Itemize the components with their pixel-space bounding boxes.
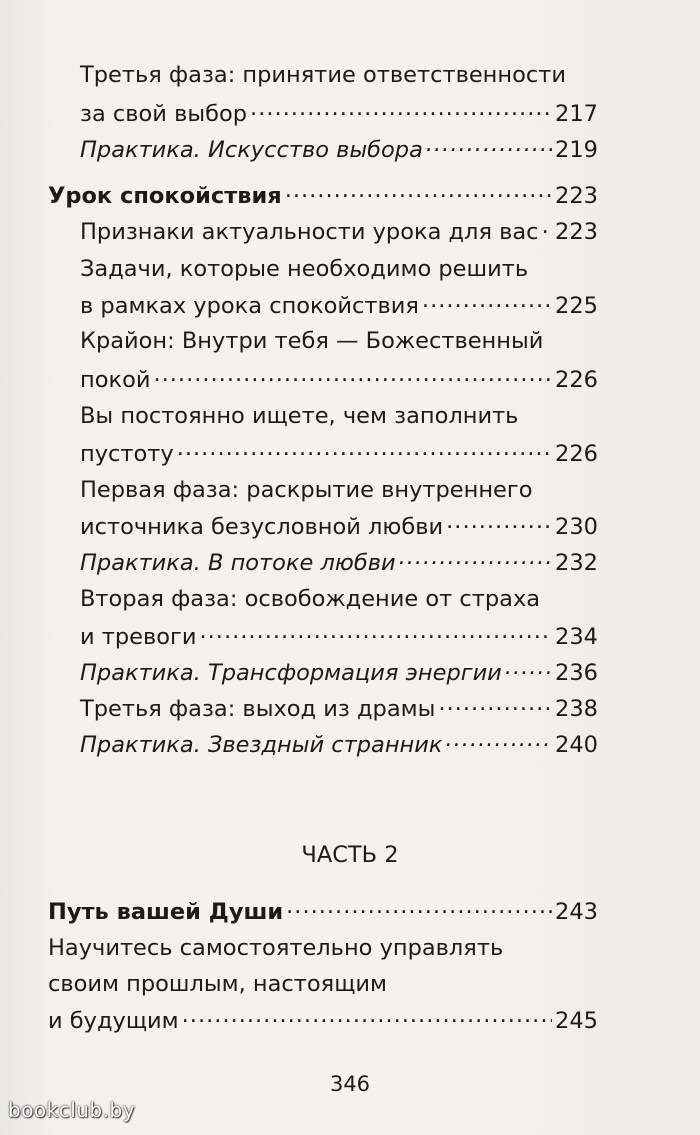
toc-page-number: 245 — [555, 1007, 598, 1034]
toc-entry-title: покой — [80, 366, 151, 393]
leader-dots — [446, 511, 552, 534]
toc-entry-title: Практика. Трансформация энергии — [80, 659, 502, 686]
leader-dots — [250, 98, 552, 121]
toc-entry[interactable] — [80, 657, 598, 688]
toc-chapter-title: Путь вашей Души — [48, 898, 284, 925]
leader-dots — [422, 290, 552, 313]
toc-entry-line: Вторая фаза: освобождение от страха — [80, 586, 541, 612]
leader-dots — [182, 1005, 552, 1028]
toc-chapter-title: Урок спокойствия — [48, 182, 282, 209]
toc-entry-line: Задачи, которые необходимо решить — [80, 256, 529, 282]
toc-page-number: 234 — [555, 623, 598, 650]
toc-entry[interactable] — [80, 290, 598, 321]
watermark-logo: bookclub.by — [8, 1098, 136, 1122]
toc-chapter[interactable] — [48, 180, 598, 211]
toc-entry-line: Третья фаза: принятие ответственности — [80, 62, 566, 88]
toc-entry-title: Практика. Искусство выбора — [80, 136, 423, 163]
leader-dots — [445, 729, 552, 752]
toc-entry-line: своим прошлым, настоящим — [48, 971, 387, 997]
toc-entry-title: Третья фаза: выход из драмы — [80, 695, 436, 722]
toc-page-number: 217 — [555, 100, 598, 127]
toc-entry[interactable] — [80, 216, 598, 247]
page-number: 346 — [329, 1072, 371, 1096]
toc-entry[interactable] — [80, 438, 598, 469]
toc-page-number: 219 — [555, 136, 598, 163]
toc-entry-line: Крайон: Внутри тебя — Божественный — [80, 328, 544, 354]
toc-entry-line: Первая фаза: раскрытие внутреннего — [80, 477, 533, 503]
toc-entry-title: и тревоги — [80, 623, 197, 650]
toc-entry-line: Научитесь самостоятельно управлять — [48, 935, 504, 961]
leader-dots — [399, 547, 552, 570]
toc-page-number: 225 — [555, 292, 598, 319]
toc-entry-title: Практика. Звездный странник — [80, 731, 443, 758]
toc-page-number: 240 — [555, 731, 598, 758]
toc-entry[interactable] — [80, 547, 598, 578]
toc-entry[interactable] — [80, 511, 598, 542]
toc-entry[interactable] — [80, 134, 598, 165]
toc-page-number: 223 — [555, 218, 598, 245]
toc-entry-title: в рамках урока спокойствия — [80, 292, 419, 319]
leader-dots — [177, 438, 552, 461]
toc-entry-title: Практика. В потоке любви — [80, 549, 396, 576]
toc-page-number: 226 — [555, 366, 598, 393]
toc-entry-title: за свой выбор — [80, 100, 248, 127]
leader-dots — [505, 657, 552, 680]
toc-page-number: 243 — [555, 898, 598, 925]
leader-dots — [542, 216, 552, 239]
toc-chapter[interactable] — [48, 896, 598, 927]
toc-page-number: 223 — [555, 182, 598, 209]
toc-entry-title: Признаки актуальности урока для вас — [80, 218, 539, 245]
toc-entry-title: пустоту — [80, 440, 174, 467]
toc-entry[interactable] — [80, 621, 598, 652]
toc-entry-line: Вы постоянно ищете, чем заполнить — [80, 403, 519, 429]
toc-entry[interactable] — [80, 98, 598, 129]
leader-dots — [153, 364, 552, 387]
toc-page-number: 232 — [555, 549, 598, 576]
toc-entry[interactable] — [80, 693, 598, 724]
toc-page-number: 238 — [555, 695, 598, 722]
toc-page-number: 226 — [555, 440, 598, 467]
toc-entry[interactable] — [48, 1005, 598, 1036]
leader-dots — [199, 621, 552, 644]
toc-page-number: 230 — [555, 513, 598, 540]
toc-page-number: 236 — [555, 659, 598, 686]
leader-dots — [285, 180, 552, 203]
toc-entry-title: источника безусловной любви — [80, 513, 444, 540]
toc-entry-title: и будущим — [48, 1007, 179, 1034]
leader-dots — [438, 693, 552, 716]
toc-entry[interactable] — [80, 729, 598, 760]
leader-dots — [426, 134, 552, 157]
leader-dots — [286, 896, 552, 919]
part-heading: ЧАСТЬ 2 — [301, 842, 399, 868]
toc-entry[interactable] — [80, 364, 598, 395]
